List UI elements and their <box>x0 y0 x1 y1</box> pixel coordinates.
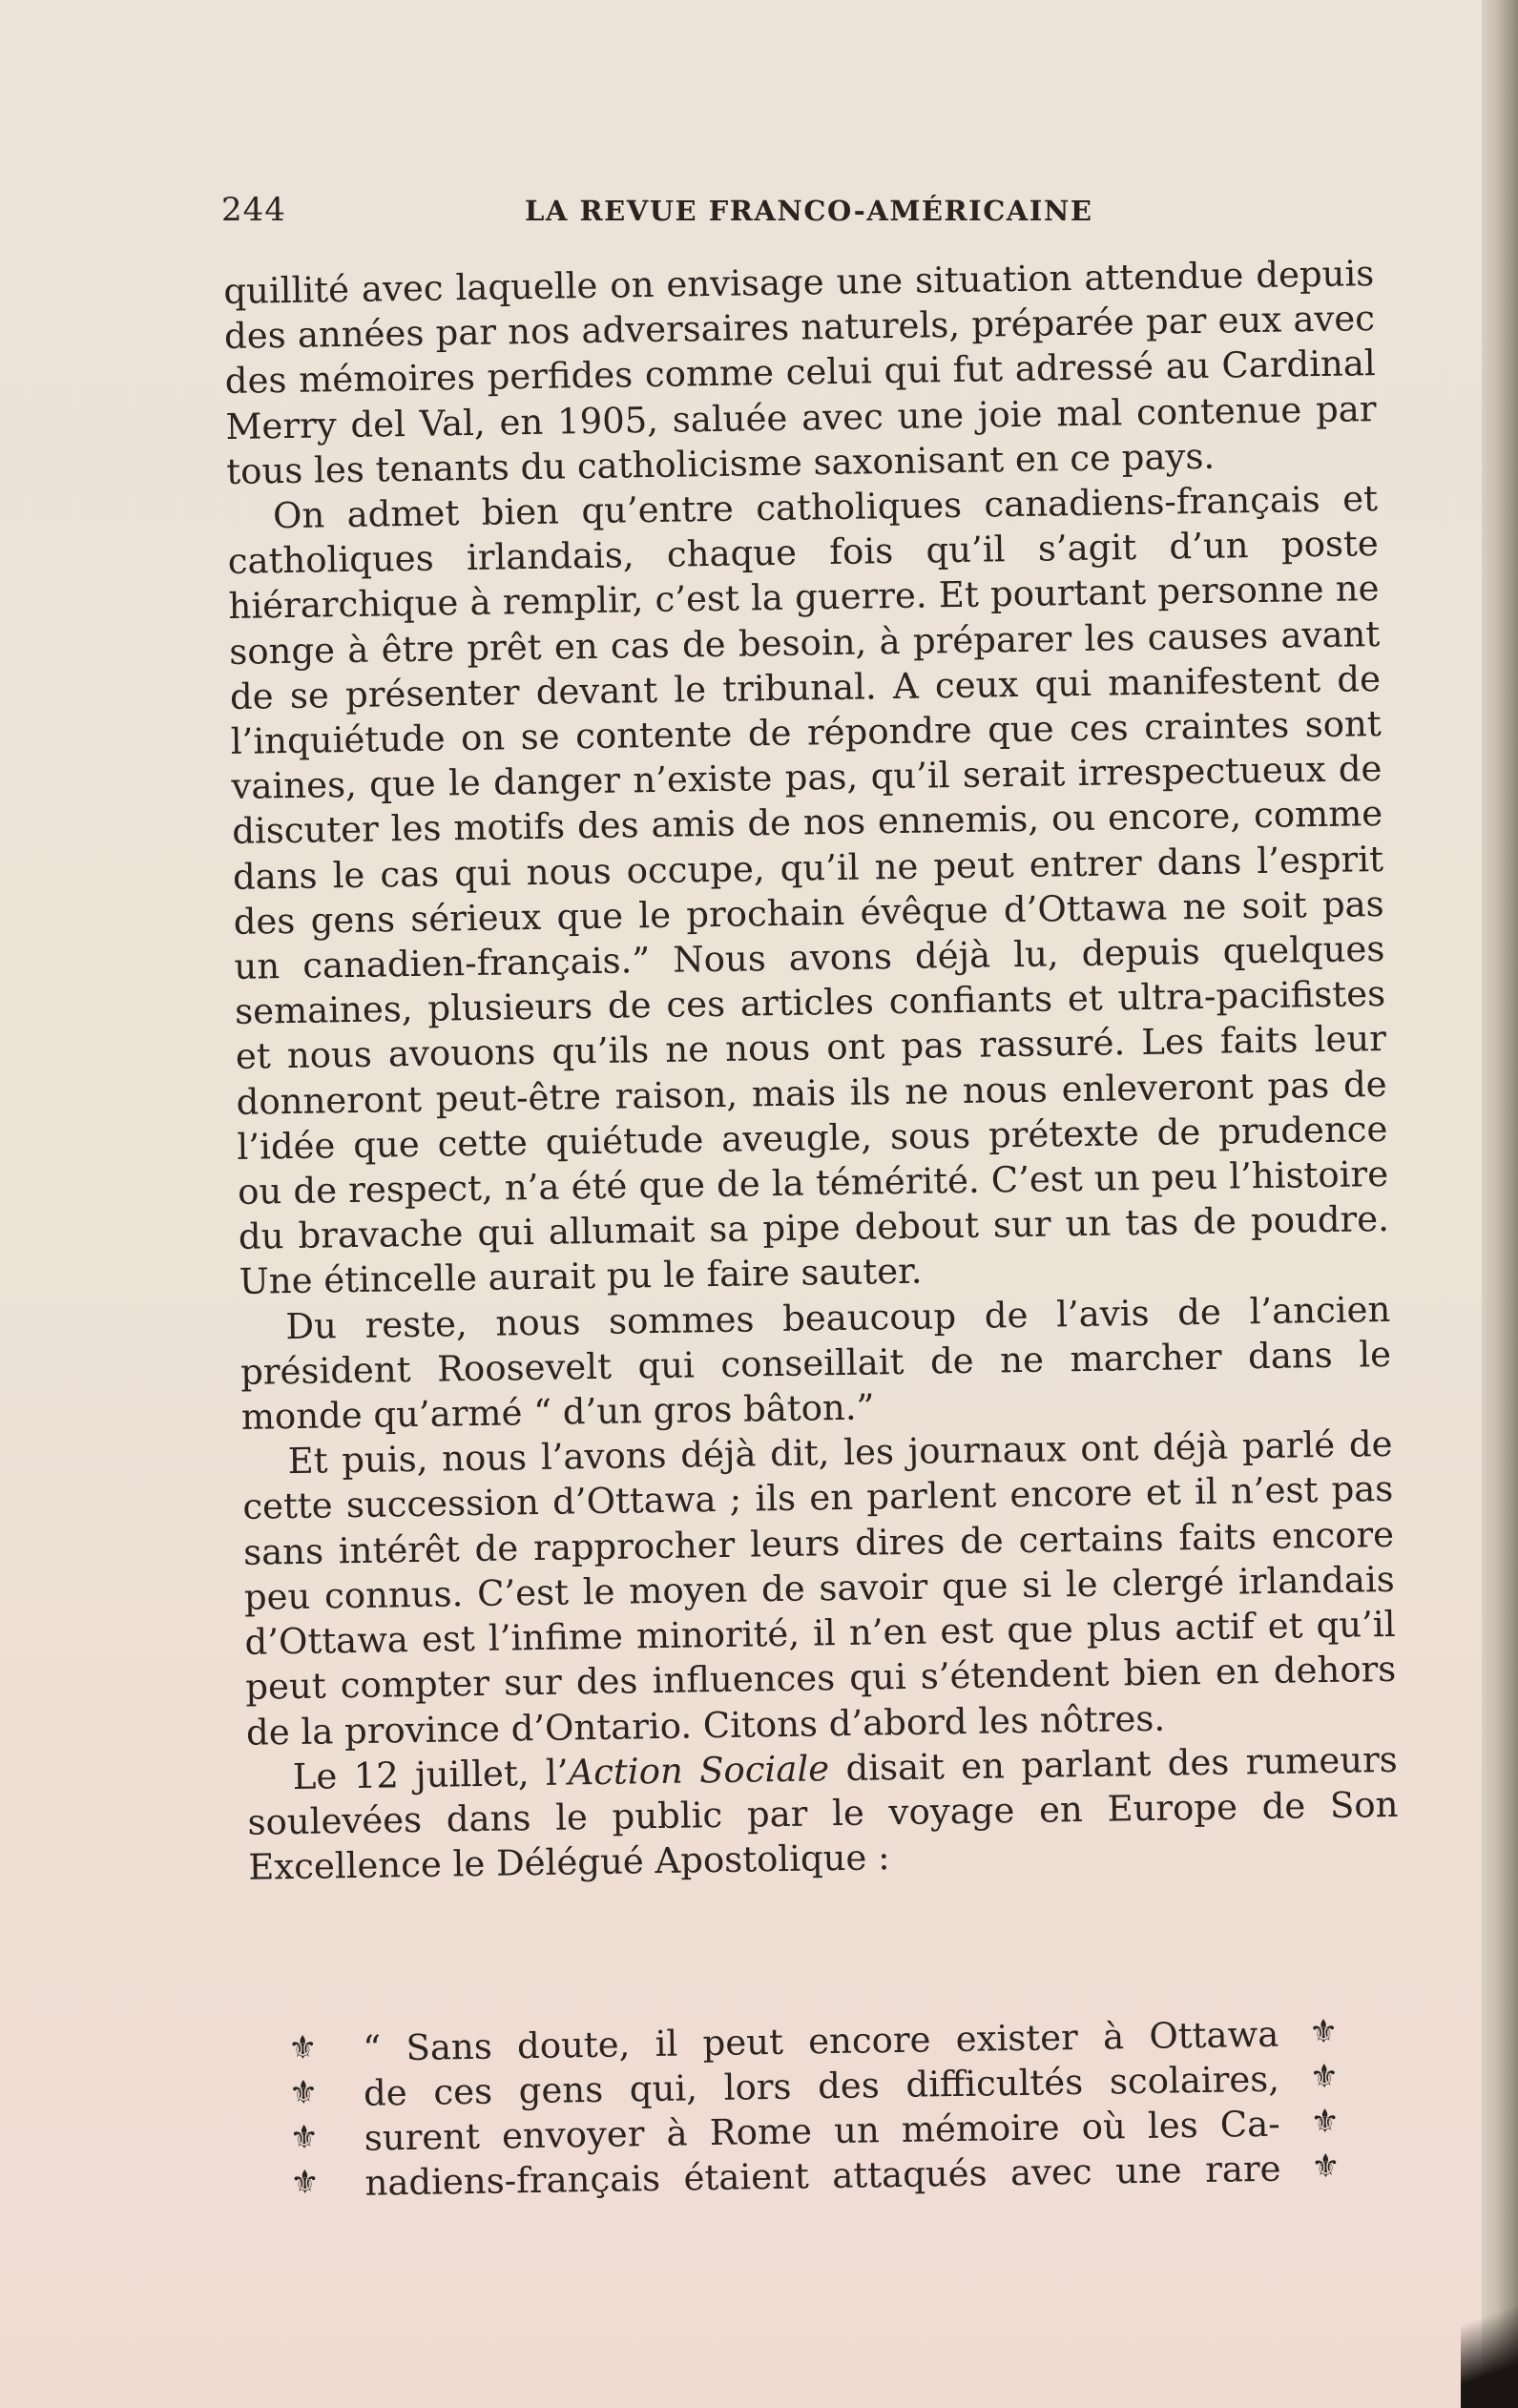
paragraph: Et puis, nous l’avons déjà dit, les journaux ont déjà parlé de cette succession d’Ottawa ; ils en parlent encore et il n’est pas sans intérêt de rapprocher leurs dires de certains faits encore peu connus. C’est le moyen de savoir que si le clergé irlandais d’Ottawa est l’infime minorité, il n’en est que plus actif et qu’il peut compter sur des influences qui s’étendent bien en dehors de la province d’Ontario. Citons d’abord les nôtres. <box>242 1423 1397 1754</box>
paragraph: Du reste, nous sommes beaucoup de l’avis de l’ancien président Roosevelt qui conseillait de ne marcher dans le monde qu’armé “ d’un gros bâton.” <box>239 1288 1392 1438</box>
corner-shadow <box>1461 2255 1518 2408</box>
paragraph-text-before: Le 12 juillet, l’ <box>292 1752 569 1797</box>
fleur-de-lis-icon: ⚜ <box>1310 2147 1341 2187</box>
paragraph-text-after: disait en parlant des rumeurs soulevées dans le public par le voyage en Europe de Son Excellence le Délégué Apostolique : <box>247 1738 1399 1888</box>
quote-line-text: “ Sans doute, il peut encore exister à Ottawa <box>363 2013 1279 2069</box>
page-edge <box>1482 0 1518 2408</box>
block-quote <box>286 2010 1367 2207</box>
publication-title: Action Sociale <box>568 1747 830 1794</box>
fleur-de-lis-icon: ⚜ <box>287 2028 318 2067</box>
fleur-de-lis-icon: ⚜ <box>1309 2057 1340 2097</box>
fleur-de-lis-icon: ⚜ <box>1310 2102 1341 2142</box>
page-header <box>221 191 1376 239</box>
fleur-de-lis-icon: ⚜ <box>1308 2012 1339 2052</box>
quote-line-text: de ces gens qui, lors des difficultés scolaires, <box>363 2058 1280 2114</box>
fleur-de-lis-icon: ⚜ <box>288 2073 319 2112</box>
quote-line-text: nadiens-français étaient attaqués avec une rare <box>364 2148 1281 2204</box>
paragraph <box>246 1737 1399 1891</box>
fleur-de-lis-icon: ⚜ <box>289 2163 321 2202</box>
running-title: LA REVUE FRANCO-AMÉRICAINE <box>525 195 1093 227</box>
paragraph: quillité avec laquelle on envisage une situation attendue depuis des années par nos adversaires naturels, préparée par eux avec des mémoires perfides comme celui qui fut adressé au Cardinal Merry del Val, en 1905, saluée avec une joie mal contenue par tous les tenants du catholicisme saxonisant en ce pays. <box>223 253 1377 492</box>
body-text <box>223 251 1400 1890</box>
quote-line-text: surent envoyer à Rome un mémoire où les Ca- <box>364 2103 1281 2159</box>
fleur-de-lis-icon: ⚜ <box>289 2118 320 2157</box>
page-number: 244 <box>221 191 286 229</box>
paragraph: On admet bien qu’entre catholiques canadiens-français et catholiques irlandais, chaque fois qu’il s’agit d’un poste hiérarchique à remplir, c’est la guerre. Et pourtant personne ne songe à être prêt en cas de besoin, à préparer les causes avant de se présenter devant le tribunal. A ceux qui manifestent de l’inquiétude on se contente de répondre que ces craintes sont vaines, que le danger n’existe pas, qu’il serait irrespectueux de discuter les motifs des amis de nos ennemis, ou encore, comme dans le cas qui nous occupe, qu’il ne peut entrer dans l’esprit des gens sérieux que le prochain évêque d’Ottawa ne soit pas un canadien-français.” Nous avons déjà lu, depuis quelques semaines, plusieurs de ces articles confiants et ultra-pacifistes et nous avouons qu’ils ne nous ont pas rassuré. Les faits leur donneront peut-être raison, mais ils ne nous enleveront pas de l’idée que cette quiétude aveugle, sous prétexte de prudence ou de respect, n’a été que de la témérité. C’est un peu l’histoire du bravache qui allumait sa pipe debout sur un tas de poudre. Une étincelle aurait pu le faire sauter. <box>227 478 1390 1303</box>
